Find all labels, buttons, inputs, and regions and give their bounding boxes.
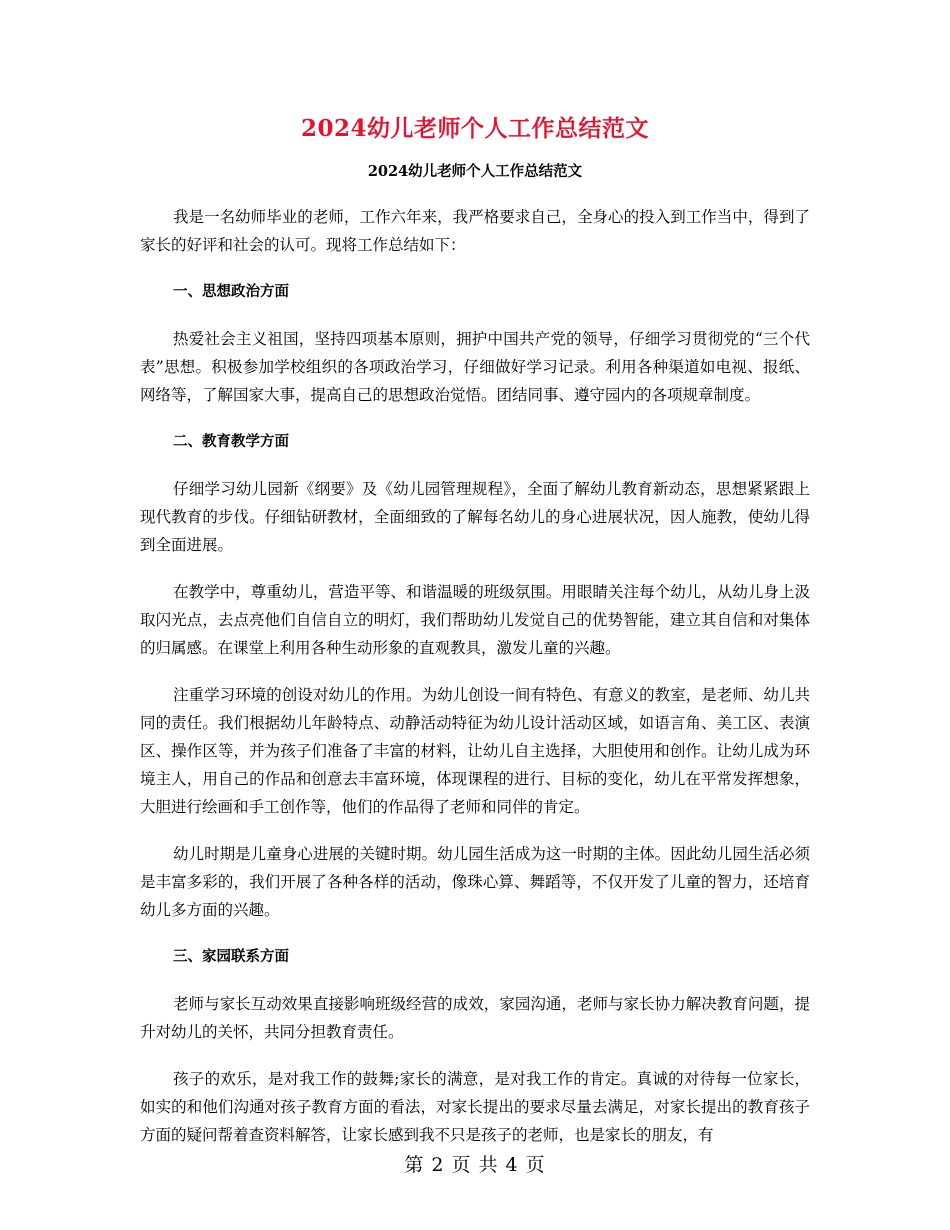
section-heading-teaching: 二、教育教学方面 xyxy=(173,433,289,450)
document-title: 2024幼儿老师个人工作总结范文 xyxy=(300,115,649,142)
paragraph: 仔细学习幼儿园新《纲要》及《幼儿园管理规程》，全面了解幼儿教育新动态，思想紧紧跟上现代教育的步伐。仔细钻研教材，全面细致的了解每名幼儿的身心进展状况，因人施教，使幼儿得到全面进展。 xyxy=(140,480,810,554)
section-heading-home-school: 三、家园联系方面 xyxy=(173,948,289,965)
paragraph: 老师与家长互动效果直接影响班级经营的成效，家园沟通，老师与家长协力解决教育问题，提升对幼儿的关怀，共同分担教育责任。 xyxy=(140,995,810,1041)
paragraph: 孩子的欢乐，是对我工作的鼓舞;家长的满意，是对我工作的肯定。真诚的对待每一位家长，如实的和他们沟通对孩子教育方面的看法，对家长提出的要求尽量去满足，对家长提出的教育孩子方面的疑问帮着查资料解答，让家长感到我不只是孩子的老师，也是家长的朋友，有 xyxy=(140,1070,810,1144)
page-number-footer: 第 2 页 共 4 页 xyxy=(404,1154,546,1176)
paragraph: 注重学习环境的创设对幼儿的作用。为幼儿创设一间有特色、有意义的教室，是老师、幼儿共同的责任。我们根据幼儿年龄特点、动静活动特征为幼儿设计活动区域，如语言角、美工区、表演区、操作区等，并为孩子们准备了丰富的材料，让幼儿自主选择，大胆使用和创作。让幼儿成为环境主人，用自己的作品和创意去丰富环境，体现课程的进行、目标的变化，幼儿在平常发挥想象，大胆进行绘画和手工创作等，他们的作品得了老师和同伴的肯定。 xyxy=(140,686,810,816)
paragraph: 热爱社会主义祖国，坚持四项基本原则，拥护中国共产党的领导，仔细学习贯彻党的“三个代表”思想。积极参加学校组织的各项政治学习，仔细做好学习记录。利用各种渠道如电视、报纸、网络等，了解国家大事，提高自己的思想政治觉悟。团结同事、遵守园内的各项规章制度。 xyxy=(140,330,810,404)
document-subtitle: 2024幼儿老师个人工作总结范文 xyxy=(367,163,583,180)
paragraph: 幼儿时期是儿童身心进展的关键时期。幼儿园生活成为这一时期的主体。因此幼儿园生活必须是丰富多彩的，我们开展了各种各样的活动，像珠心算、舞蹈等，不仅开发了儿童的智力，还培育幼儿多方面的兴趣。 xyxy=(140,845,810,919)
paragraph: 在教学中，尊重幼儿，营造平等、和谐温暖的班级氛围。用眼睛关注每个幼儿，从幼儿身上汲取闪光点，去点亮他们自信自立的明灯，我们帮助幼儿发觉自己的优势智能，建立其自信和对集体的归属感。在课堂上利用各种生动形象的直观教具，激发儿童的兴趣。 xyxy=(140,583,810,657)
section-heading-politics: 一、思想政治方面 xyxy=(173,283,289,300)
intro-paragraph: 我是一名幼师毕业的老师，工作六年来，我严格要求自己，全身心的投入到工作当中，得到了家长的好评和社会的认可。现将工作总结如下： xyxy=(140,208,810,254)
document-body xyxy=(140,203,810,1168)
